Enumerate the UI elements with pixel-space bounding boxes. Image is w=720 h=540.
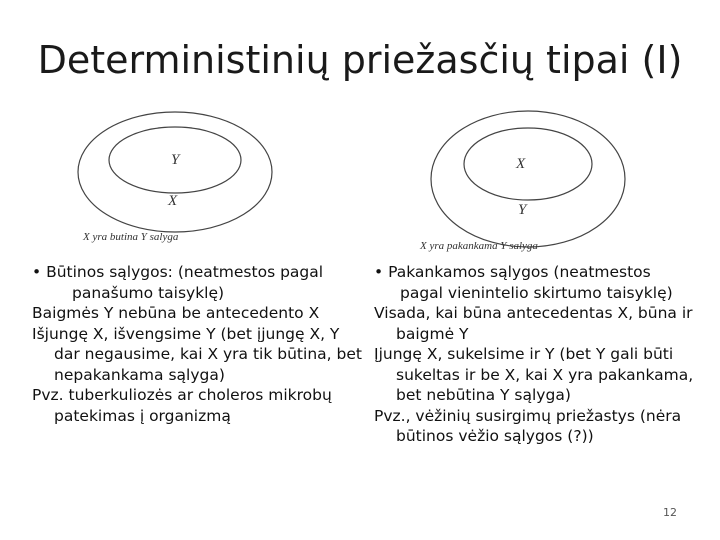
text-line: Baigmės Y nebūna be antecedento X bbox=[32, 304, 320, 322]
necessary-condition-diagram bbox=[75, 108, 275, 243]
inner-label-y: Y bbox=[171, 152, 180, 168]
page-number: 12 bbox=[663, 506, 677, 519]
text-line: Visada, kai būna antecedentas X, būna ir baigmė Y bbox=[374, 304, 693, 343]
inner-circle-x bbox=[464, 128, 592, 200]
outer-circle-x bbox=[78, 112, 272, 232]
necessary-conditions-text bbox=[32, 262, 362, 426]
text-line: Pvz., vėžinių susirgimų priežastys (nėra būtinos vėžio sąlygos (?)) bbox=[374, 406, 682, 445]
text-line: Įjungę X, sukelsime ir Y (bet Y gali būti sukeltas ir be X, kai X yra pakankama, bet nebūtina Y sąlyga) bbox=[374, 345, 694, 404]
text-line: Išjungę X, išvengsime Y (bet įjungę X, Y dar negausime, kai X yra tik būtina, bet nepakankama sąlyga) bbox=[32, 324, 362, 384]
diagram-caption: X yra pakankama Y salyga bbox=[420, 240, 538, 252]
outer-label-y: Y bbox=[518, 202, 527, 218]
text-line: Pvz. tuberkuliozės ar choleros mikrobų patekimas į organizmą bbox=[32, 386, 332, 425]
outer-circle-y bbox=[431, 111, 625, 247]
slide-title: Deterministinių priežasčių tipai (I) bbox=[37, 38, 683, 82]
outer-label-x: X bbox=[168, 193, 178, 209]
sufficient-condition-diagram bbox=[418, 103, 638, 253]
bullet-necessary: • Būtinos sąlygos: (neatmestos pagal panašumo taisyklę) bbox=[32, 263, 324, 302]
sufficient-conditions-text bbox=[374, 262, 694, 447]
diagram-caption: X yra butina Y salyga bbox=[83, 231, 179, 243]
bullet-sufficient: • Pakankamos sąlygos (neatmestos pagal vienintelio skirtumo taisyklę) bbox=[374, 263, 673, 302]
inner-label-x: X bbox=[516, 156, 526, 172]
